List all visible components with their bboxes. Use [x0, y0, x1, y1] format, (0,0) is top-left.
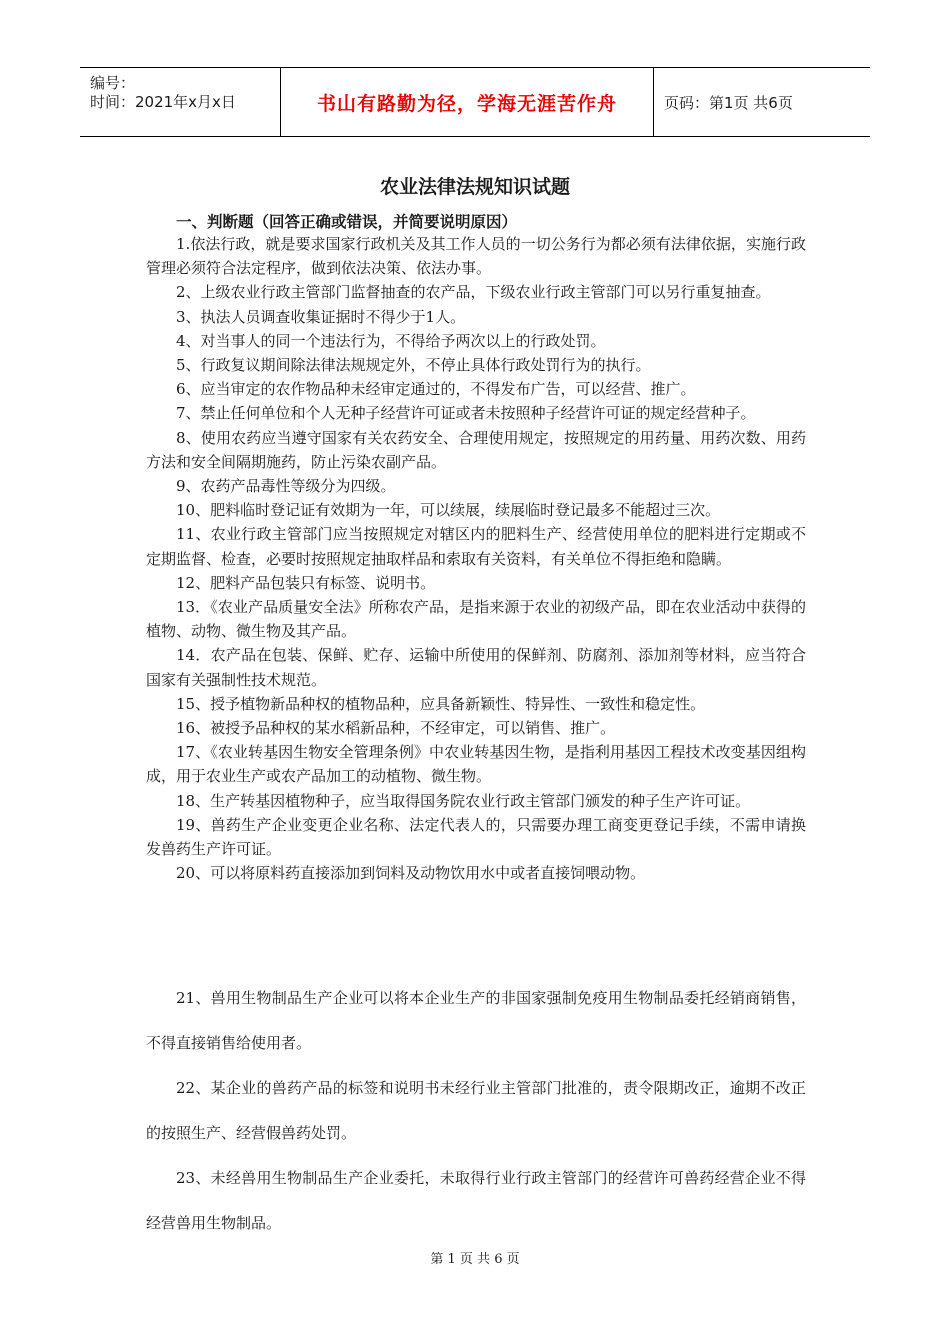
question-item: 16、被授予品种权的某水稻新品种，不经审定，可以销售、推广。 — [176, 719, 616, 738]
question-item: 4、对当事人的同一个违法行为，不得给予两次以上的行政处罚。 — [176, 331, 606, 350]
question-item: 12、肥料产品包装只有标签、说明书。 — [176, 573, 436, 592]
question-item: 14．农产品在包装、保鲜、贮存、运输中所使用的保鲜剂、防腐剂、添加剂等材料，应当符合国家有关强制性技术规范。 — [146, 646, 806, 689]
question-item: 19、兽药生产企业变更企业名称、法定代表人的，只需要办理工商变更登记手续，不需申请换发兽药生产许可证。 — [146, 815, 806, 859]
question-item: 11、农业行政主管部门应当按照规定对辖区内的肥料生产、经营使用单位的肥料进行定期或不定期监督、检查，必要时按照规定抽取样品和索取有关资料，有关单位不得拒绝和隐瞒。 — [146, 525, 806, 568]
question-item: 13．《农业产品质量安全法》所称农产品，是指来源于农业的初级产品，即在农业活动中获得的植物、动物、微生物及其产品。 — [146, 598, 806, 641]
question-item: 2、上级农业行政主管部门监督抽查的农产品，下级农业行政主管部门可以另行重复抽查。 — [176, 283, 771, 302]
header-motto: 书山有路勤为径，学海无涯苦作舟 — [280, 68, 654, 136]
page-header — [80, 67, 870, 137]
question-item: 6、应当审定的农作物品种未经审定通过的，不得发布广告，可以经营、推广。 — [176, 380, 696, 399]
section-heading: 一、判断题（回答正确或错误，并简要说明原因） — [176, 213, 518, 231]
question-item: 8、使用农药应当遵守国家有关农药安全、合理使用规定，按照规定的用药量、用药次数、用药方法和安全间隔期施药，防止污染农副产品。 — [146, 428, 806, 471]
header-page-info: 页码：第1页 共6页 — [664, 93, 793, 112]
question-list-wide — [146, 976, 806, 1246]
question-item: 23、未经兽用生物制品生产企业委托，未取得行业行政主管部门的经营许可兽药经营企业不得经营兽用生物制品。 — [146, 1169, 806, 1232]
question-item: 15、授予植物新品种权的植物品种，应具备新颖性、特异性、一致性和稳定性。 — [176, 694, 706, 713]
question-item: 9、农药产品毒性等级分为四级。 — [176, 477, 396, 496]
question-item: 5、行政复议期间除法律法规规定外，不停止具体行政处罚行为的执行。 — [176, 356, 651, 375]
question-item: 7、禁止任何单位和个人无种子经营许可证或者未按照种子经营许可证的规定经营种子。 — [176, 404, 756, 423]
page-footer: 第 1 页 共 6 页 — [430, 1252, 520, 1267]
time-label: 时间：2021年x月x日 — [90, 93, 236, 111]
question-item: 17、《农业转基因生物安全管理条例》中农业转基因生物，是指利用基因工程技术改变基因组构成，用于农业生产或农产品加工的动植物、微生物。 — [146, 743, 806, 786]
question-list-dense — [146, 232, 806, 885]
question-item: 3、执法人员调查收集证据时不得少于1人。 — [176, 307, 466, 326]
question-item: 10、肥料临时登记证有效期为一年，可以续展，续展临时登记最多不能超过三次。 — [176, 501, 721, 520]
question-item: 20、可以将原料药直接添加到饲料及动物饮用水中或者直接饲喂动物。 — [176, 864, 646, 883]
document-title: 农业法律法规知识试题 — [379, 176, 570, 198]
question-item: 18、生产转基因植物种子，应当取得国务院农业行政主管部门颁发的种子生产许可证。 — [176, 791, 751, 810]
number-label: 编号： — [90, 74, 136, 92]
question-item: 22、某企业的兽药产品的标签和说明书未经行业主管部门批准的，责令限期改正，逾期不改正的按照生产、经营假兽药处罚。 — [146, 1079, 806, 1142]
header-info — [80, 68, 280, 136]
question-item: 1.依法行政，就是要求国家行政机关及其工作人员的一切公务行为都必须有法律依据，实施行政管理必须符合法定程序，做到依法决策、依法办事。 — [146, 235, 806, 278]
question-item: 21、兽用生物制品生产企业可以将本企业生产的非国家强制免疫用生物制品委托经销商销售，不得直接销售给使用者。 — [146, 989, 806, 1052]
